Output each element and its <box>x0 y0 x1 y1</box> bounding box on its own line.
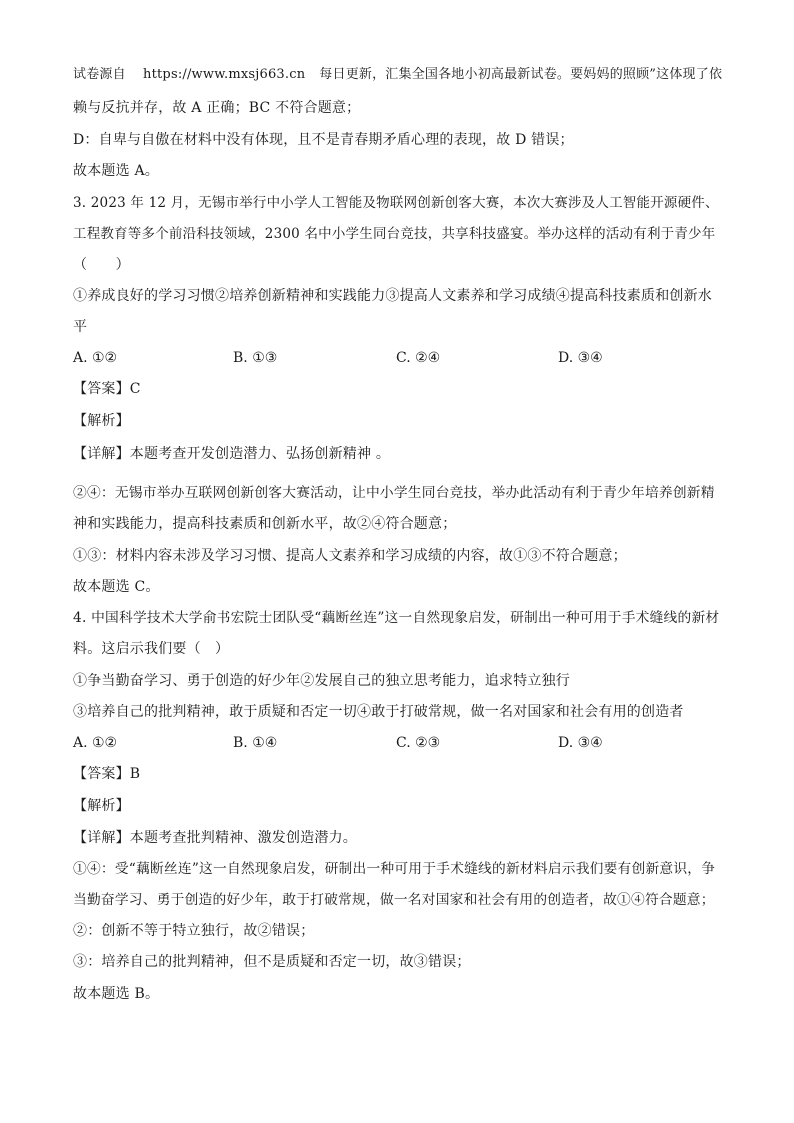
q4-explanation-3: ③：培养自己的批判精神，但不是质疑和否定一切，故③错误； <box>73 954 471 970</box>
q3-option-a: A. ①② <box>73 350 118 366</box>
q3-items-line1: ①养成良好的学习习惯②培养创新精神和实践能力③提高人文素养和学习成绩④提高科技素质和创新水 <box>73 288 712 304</box>
q3-explanation-1-line2: 神和实践能力，提高科技素质和创新水平，故②④符合题意； <box>73 516 457 532</box>
q3-explanation-1-line1: ②④：无锡市举办互联网创新创客大赛活动，让中小学生同台竞技，举办此活动有利于青少年培养创新精 <box>73 485 715 501</box>
q4-option-b: B. ①④ <box>233 735 278 751</box>
q3-option-b: B. ①③ <box>233 350 278 366</box>
q3-explanation-2: ①③：材料内容未涉及学习习惯、提高人文素养和学习成绩的内容，故①③不符合题意； <box>73 548 627 564</box>
q3-option-c: C. ②④ <box>396 350 441 366</box>
q4-answer: 【答案】B <box>73 766 141 782</box>
source-url[interactable]: https://www.mxsj663.cn <box>143 67 306 82</box>
q4-explanation-2: ②：创新不等于特立独行，故②错误； <box>73 923 315 939</box>
q3-analysis-heading: 【解析】 <box>73 413 130 429</box>
q3-items-line2: 平 <box>73 319 88 335</box>
q2-continuation: 要妈妈的照顾”这体现了依 <box>570 67 723 82</box>
q4-stem-line2: 料。这启示我们要（ ） <box>73 641 230 657</box>
q4-options <box>73 734 723 752</box>
q4-items-line2: ③培养自己的批判精神，敢于质疑和否定一切④敢于打破常规，做一名对国家和社会有用的创造者 <box>73 704 684 720</box>
source-tagline: 每日更新，汇集全国各地小初高最新试卷。 <box>319 67 571 82</box>
q4-option-d: D. ③④ <box>558 735 603 751</box>
q4-option-c: C. ②③ <box>396 735 441 751</box>
q3-stem-line2: 工程教育等多个前沿科技领域，2300 名中小学生同台竞技，共享科技盛宴。举办这样的活动有利于青少年 <box>73 226 716 242</box>
q4-option-a: A. ①② <box>73 735 118 751</box>
source-label: 试卷源自 <box>73 67 126 82</box>
q3-options <box>73 349 723 367</box>
q3-conclusion: 故本题选 C。 <box>73 579 160 595</box>
header-line <box>73 66 723 84</box>
q3-option-d: D. ③④ <box>558 350 603 366</box>
q4-detail: 【详解】本题考查批判精神、激发创造潜力。 <box>73 830 357 846</box>
q4-stem-line1: 4. 中国科学技术大学俞书宏院士团队受“藕断丝连”这一自然现象启发，研制出一种可用于手术缝线的新材 <box>73 610 720 626</box>
q2-tail-line2: D：自卑与自傲在材料中没有体现，且不是青春期矛盾心理的表现，故 D 错误； <box>73 132 574 148</box>
q3-stem-line1: 3. 2023 年 12 月，无锡市举行中小学人工智能及物联网创新创客大赛，本次大赛涉及人工智能开源硬件、 <box>73 195 719 211</box>
q4-items-line1: ①争当勤奋学习、勇于创造的好少年②发展自己的独立思考能力，追求特立独行 <box>73 673 570 689</box>
q3-stem-blank: （ ） <box>73 257 130 273</box>
q3-detail: 【详解】本题考查开发创造潜力、弘扬创新精神 。 <box>73 446 391 462</box>
q4-explanation-1-line2: 当勤奋学习、勇于创造的好少年，敢于打破常规，做一名对国家和社会有用的创造者，故①④符合题意； <box>73 892 715 908</box>
q4-explanation-1-line1: ①④：受“藕断丝连”这一自然现象启发，研制出一种可用于手术缝线的新材料启示我们要有创新意识，争 <box>73 861 716 877</box>
q2-tail-line1: 赖与反抗并存，故 A 正确；BC 不符合题意； <box>73 100 361 116</box>
q4-analysis-heading: 【解析】 <box>73 798 130 814</box>
q4-conclusion: 故本题选 B。 <box>73 986 160 1002</box>
q3-answer: 【答案】C <box>73 381 141 397</box>
q2-tail-conclusion: 故本题选 A。 <box>73 163 159 179</box>
